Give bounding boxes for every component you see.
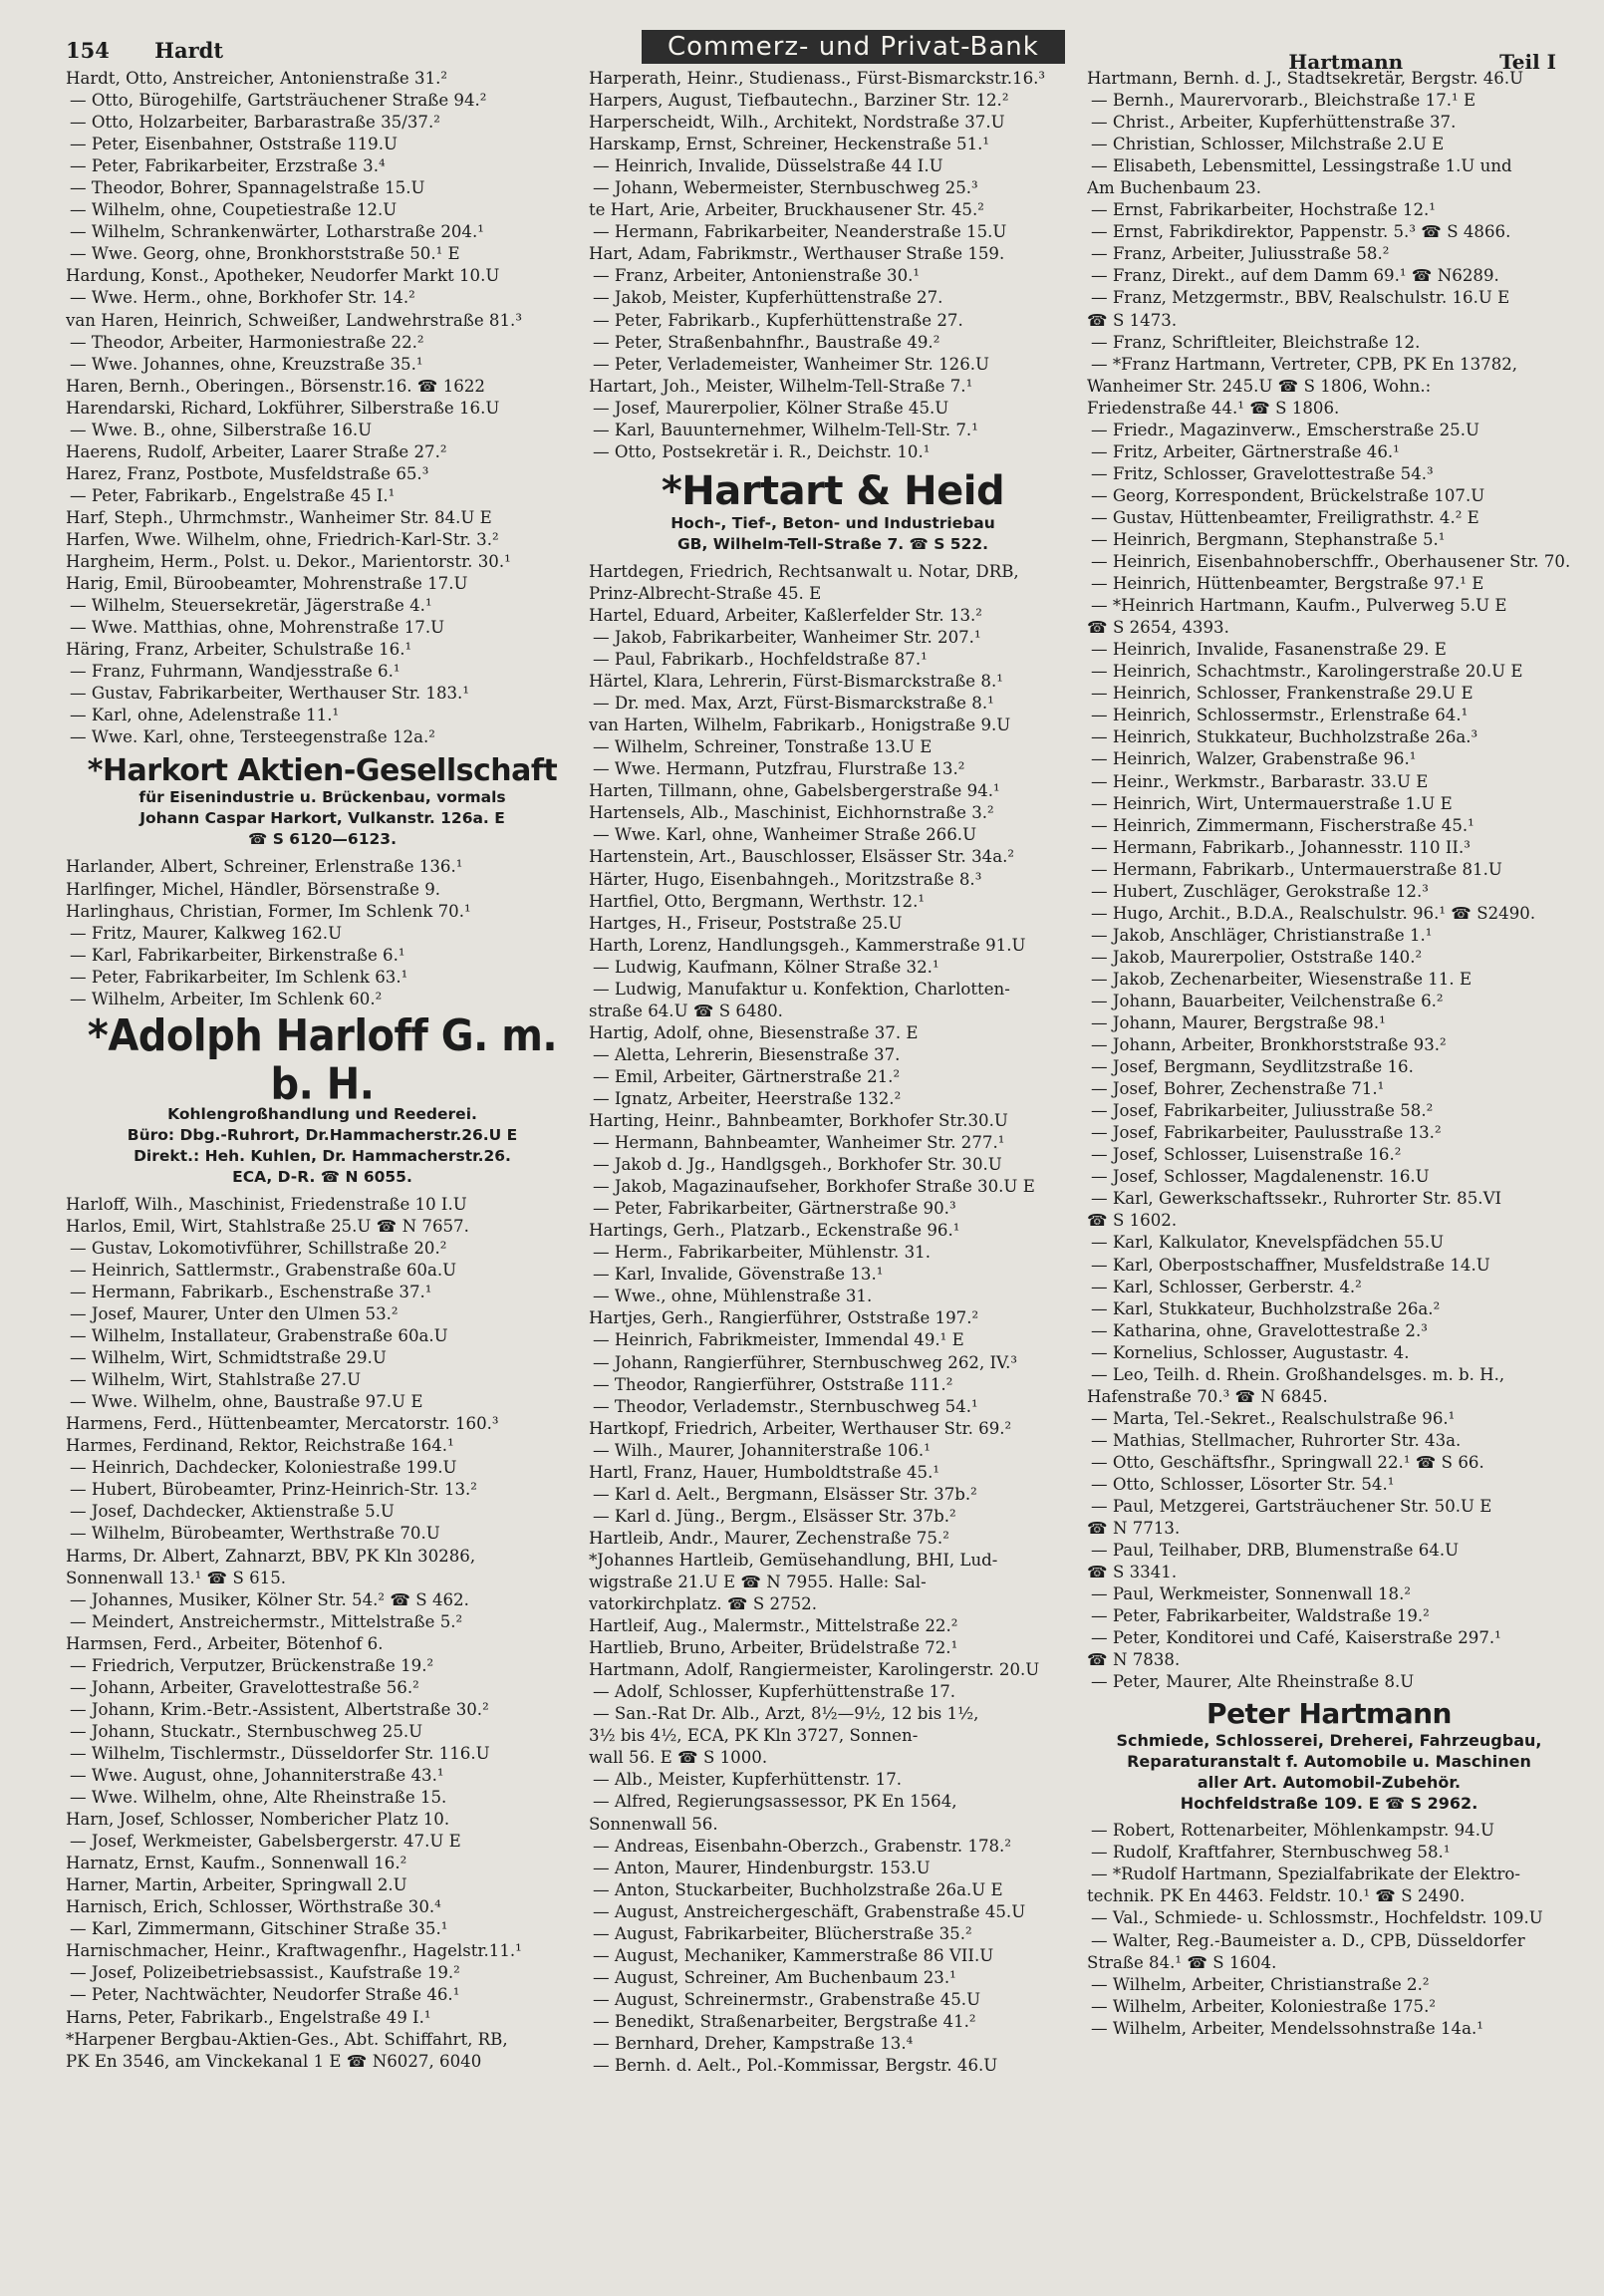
directory-entry: Hardung, Konst., Apotheker, Neudorfer Markt 10.U (66, 266, 500, 286)
directory-entry: — Jakob, Fabrikarbeiter, Wanheimer Str. 207.¹ (593, 627, 981, 647)
directory-entry: — Wilhelm, Wirt, Stahlstraße 27.U (70, 1370, 362, 1390)
directory-entry: ☎ N 7838. (1087, 1650, 1181, 1670)
directory-entry: wigstraße 21.U E ☎ N 7955. Halle: Sal- (589, 1573, 927, 1591)
directory-entry: *Johannes Hartleib, Gemüsehandlung, BHI, Lud- (589, 1550, 998, 1570)
directory-entry: — Peter, Fabrikarbeiter, Waldstraße 19.² (1091, 1606, 1430, 1626)
ad-text-line: GB, Wilhelm-Tell-Straße 7. ☎ S 522. (676, 534, 989, 553)
directory-entry: — *Franz Hartmann, Vertreter, CPB, PK En 13782, (1091, 354, 1518, 374)
directory-entry: — Peter, Fabrikarbeiter, Erzstraße 3.⁴ (70, 156, 386, 176)
directory-entry: ☎ N 7713. (1087, 1519, 1181, 1539)
directory-entry: — Peter, Straßenbahnfhr., Baustraße 49.² (593, 332, 940, 352)
directory-entry: — Wilhelm, ohne, Coupetiestraße 12.U (70, 200, 398, 220)
directory-entry: — Otto, Postsekretär i. R., Deichstr. 10.¹ (593, 441, 931, 461)
directory-entry: — Karl, Bauunternehmer, Wilhelm-Tell-Str. 7.¹ (593, 420, 978, 439)
directory-entry: Hartart, Joh., Meister, Wilhelm-Tell-Straße 7.¹ (589, 376, 973, 396)
directory-entry: — August, Anstreichergeschäft, Grabenstraße 45.U (593, 1901, 1026, 1921)
directory-entry: — Wwe. Karl, ohne, Wanheimer Straße 266.U (593, 825, 977, 845)
directory-entry: — Karl, ohne, Adelenstraße 11.¹ (70, 706, 340, 725)
page-number: 154 (66, 38, 110, 63)
directory-entry: — Ernst, Fabrikarbeiter, Hochstraße 12.¹ (1091, 200, 1436, 220)
directory-entry: Harlos, Emil, Wirt, Stahlstraße 25.U ☎ N 7657. (66, 1216, 469, 1236)
directory-entry: Harperath, Heinr., Studienass., Fürst-Bismarckstr.16.³ (589, 69, 1046, 88)
directory-entry: — Johann, Arbeiter, Bronkhorststraße 93.² (1091, 1035, 1447, 1055)
directory-entry: Harth, Lorenz, Handlungsgeh., Kammerstraße 91.U (589, 935, 1026, 955)
ad-company-name: *Adolph Harloff G. m. b. H. (87, 1010, 558, 1110)
directory-entry: — Peter, Maurer, Alte Rheinstraße 8.U (1091, 1672, 1415, 1692)
directory-entry: — Friedr., Magazinverw., Emscherstraße 25.U (1091, 420, 1479, 439)
directory-entry: — Hubert, Bürobeamter, Prinz-Heinrich-Str. 13.² (70, 1480, 477, 1500)
directory-entry: — Heinrich, Fabrikmeister, Immendal 49.¹ E (593, 1330, 964, 1350)
directory-entry: — Otto, Holzarbeiter, Barbarastraße 35/37.² (70, 113, 440, 133)
directory-entry: ☎ S 1473. (1087, 310, 1178, 330)
directory-entry: Harloff, Wilh., Maschinist, Friedenstraße 10 I.U (66, 1194, 467, 1214)
directory-entry: — Gustav, Lokomotivführer, Schillstraße 20.² (70, 1238, 447, 1258)
directory-entry: — Wwe. August, ohne, Johanniterstraße 43.¹ (70, 1766, 444, 1785)
directory-entry: Harpers, August, Tiefbautechn., Barziner Str. 12.² (589, 91, 1009, 111)
directory-entry: — Ludwig, Manufaktur u. Konfektion, Charlotten- (593, 979, 1010, 999)
directory-entry: — Josef, Werkmeister, Gabelsbergerstr. 47.U E (70, 1832, 461, 1852)
directory-entry: van Haren, Heinrich, Schweißer, Landwehrstraße 81.³ (66, 310, 522, 330)
ad-text-line: Hoch-, Tief-, Beton- und Industriebau (670, 513, 995, 532)
directory-entry: te Hart, Arie, Arbeiter, Bruckhausener Str. 45.² (589, 200, 984, 220)
page-header (66, 22, 1556, 74)
directory-entry: — Jakob d. Jg., Handlgsgeh., Borkhofer Str. 30.U (593, 1155, 1002, 1175)
directory-entry: — Paul, Fabrikarb., Hochfeldstraße 87.¹ (593, 650, 928, 670)
directory-entry: straße 64.U ☎ S 6480. (589, 1001, 783, 1020)
directory-entry: — Heinrich, Invalide, Fasanenstraße 29. E (1091, 640, 1447, 660)
directory-entry: — Wilhelm, Wirt, Schmidtstraße 29.U (70, 1348, 387, 1368)
directory-entry: Hafenstraße 70.³ ☎ N 6845. (1087, 1386, 1328, 1406)
directory-entry: — Peter, Fabrikarb., Engelstraße 45 I.¹ (70, 485, 396, 505)
directory-entry: Haren, Bernh., Oberingen., Börsenstr.16. ☎ 1622 (66, 376, 485, 396)
directory-entry: Hartges, H., Friseur, Poststraße 25.U (589, 913, 903, 933)
directory-entry: — Theodor, Verlademstr., Sternbuschweg 54.¹ (593, 1396, 978, 1416)
directory-entry: Hardt, Otto, Anstreicher, Antonienstraße 31.² (66, 69, 448, 88)
directory-entry: — Johannes, Musiker, Kölner Str. 54.² ☎ S 462. (70, 1589, 469, 1609)
directory-entry: — Alfred, Regierungsassessor, PK En 1564, (593, 1792, 957, 1812)
column-3 (1087, 68, 1571, 2077)
directory-entry: — Walter, Reg.-Baumeister a. D., CPB, Düsseldorfer (1091, 1930, 1525, 1950)
directory-entry: Harig, Emil, Büroobeamter, Mohrenstraße 17.U (66, 574, 468, 594)
directory-entry: — Wilhelm, Arbeiter, Koloniestraße 175.² (1091, 1996, 1436, 2016)
directory-entry: Harskamp, Ernst, Schreiner, Heckenstraße 51.¹ (589, 135, 990, 154)
directory-entry: — Theodor, Rangierführer, Oststraße 111.² (593, 1374, 953, 1394)
advertisement (66, 754, 579, 850)
directory-entry: ☎ S 2654, 4393. (1087, 618, 1229, 638)
directory-entry: — Karl, Invalide, Gövenstraße 13.¹ (593, 1265, 884, 1285)
directory-entry: — Wwe., ohne, Mühlenstraße 31. (593, 1287, 873, 1306)
directory-entry: — Ludwig, Kaufmann, Kölner Straße 32.¹ (593, 957, 939, 977)
directory-entry: vatorkirchplatz. ☎ S 2752. (589, 1594, 818, 1614)
directory-entry: Hartel, Eduard, Arbeiter, Kaßlerfelder Str. 13.² (589, 605, 982, 625)
directory-entry: — Karl, Zimmermann, Gitschiner Straße 35.¹ (70, 1919, 448, 1939)
directory-entry: Wanheimer Str. 245.U ☎ S 1806, Wohn.: (1087, 376, 1432, 396)
directory-entry: — Peter, Fabrikarbeiter, Im Schlenk 63.¹ (70, 967, 408, 987)
directory-entry: — Heinrich, Schlosser, Frankenstraße 29.U E (1091, 684, 1473, 704)
directory-entry: Hartleib, Andr., Maurer, Zechenstraße 75.² (589, 1528, 949, 1548)
directory-entry: — Fritz, Arbeiter, Gärtnerstraße 46.¹ (1091, 441, 1400, 461)
directory-entry: Hartings, Gerh., Platzarb., Eckenstraße 96.¹ (589, 1221, 960, 1241)
directory-entry: Prinz-Albrecht-Straße 45. E (589, 583, 822, 603)
ad-text-line: Büro: Dbg.-Ruhrort, Dr.Hammacherstr.26.U E (127, 1125, 518, 1144)
left-running-head (66, 22, 604, 63)
directory-entry: — Josef, Maurerpolier, Kölner Straße 45.U (593, 398, 949, 418)
advertisement (1087, 1699, 1571, 1814)
directory-entry: — Paul, Metzgerei, Gartsträuchener Str. 50.U E (1091, 1497, 1492, 1517)
directory-entry: — Hermann, Fabrikarb., Eschenstraße 37.¹ (70, 1282, 432, 1301)
directory-entry: ☎ S 3341. (1087, 1563, 1178, 1582)
directory-entry: — Wilhelm, Schrankenwärter, Lotharstraße 204.¹ (70, 222, 484, 242)
directory-entry: — August, Mechaniker, Kammerstraße 86 VII.U (593, 1945, 994, 1965)
directory-entry: — Wwe. Wilhelm, ohne, Alte Rheinstraße 15. (70, 1788, 447, 1808)
directory-entry: Straße 84.¹ ☎ S 1604. (1087, 1952, 1277, 1972)
directory-entry: — Paul, Teilhaber, DRB, Blumenstraße 64.U (1091, 1541, 1460, 1561)
columns (66, 68, 1571, 2077)
directory-entry: Friedenstraße 44.¹ ☎ S 1806. (1087, 398, 1340, 418)
directory-entry: — Heinrich, Sattlermstr., Grabenstraße 60a.U (70, 1260, 457, 1280)
running-head-last-name: Hartmann (1288, 50, 1404, 74)
advertisement (589, 469, 1077, 555)
directory-entry: Hartjes, Gerh., Rangierführer, Oststraße 197.² (589, 1308, 979, 1328)
directory-entry: — Jakob, Zechenarbeiter, Wiesenstraße 11. E (1091, 969, 1472, 989)
ad-text-line: ECA, D-R. ☎ N 6055. (232, 1167, 412, 1186)
directory-entry: — Franz, Metzgermstr., BBV, Realschulstr. 16.U E (1091, 288, 1510, 308)
directory-entry: — Wwe. Karl, ohne, Tersteegenstraße 12a.² (70, 727, 435, 747)
directory-entry: PK En 3546, am Vinckekanal 1 E ☎ N6027, 6040 (66, 2051, 482, 2071)
directory-entry: — Wilhelm, Schreiner, Tonstraße 13.U E (593, 737, 933, 757)
ad-text-line: Hochfeldstraße 109. E ☎ S 2962. (1180, 1794, 1478, 1814)
directory-entry: — Johann, Krim.-Betr.-Assistent, Albertstraße 30.² (70, 1699, 489, 1719)
directory-entry: — Jakob, Anschläger, Christianstraße 1.¹ (1091, 925, 1433, 945)
directory-entry: *Harpener Bergbau-Aktien-Ges., Abt. Schiffahrt, RB, (66, 2029, 508, 2049)
directory-entry: Harnatz, Ernst, Kaufm., Sonnenwall 16.² (66, 1854, 407, 1873)
directory-entry: — Josef, Fabrikarbeiter, Paulusstraße 13.² (1091, 1123, 1442, 1143)
directory-entry: — Jakob, Maurerpolier, Oststraße 140.² (1091, 947, 1423, 967)
directory-entry: — Katharina, ohne, Gravelottestraße 2.³ (1091, 1320, 1428, 1340)
directory-entry: — Josef, Bergmann, Seydlitzstraße 16. (1091, 1057, 1414, 1077)
directory-entry: — Otto, Bürogehilfe, Gartsträuchener Straße 94.² (70, 91, 487, 111)
directory-entry: — Johann, Arbeiter, Gravelottestraße 56.² (70, 1677, 419, 1697)
directory-entry: Harlander, Albert, Schreiner, Erlenstraße 136.¹ (66, 857, 463, 877)
directory-entry: — Wilhelm, Tischlermstr., Düsseldorfer Str. 116.U (70, 1743, 490, 1763)
directory-entry: — Gustav, Hüttenbeamter, Freiligrathstr. 4.² E (1091, 507, 1479, 527)
directory-entry: — Friedrich, Verputzer, Brückenstraße 19.² (70, 1655, 434, 1675)
directory-entry: — Elisabeth, Lebensmittel, Lessingstraße 1.U und (1091, 156, 1512, 176)
directory-entry: — Georg, Korrespondent, Brückelstraße 107.U (1091, 485, 1485, 505)
directory-entry: — Theodor, Arbeiter, Harmoniestraße 22.² (70, 332, 424, 352)
directory-entry: — Josef, Fabrikarbeiter, Juliusstraße 58.² (1091, 1101, 1434, 1121)
directory-entry: Hargheim, Herm., Polst. u. Dekor., Marientorstr. 30.¹ (66, 552, 511, 572)
directory-entry: — Heinrich, Eisenbahnoberschffr., Oberhausener Str. 70. (1091, 552, 1571, 572)
directory-entry: — Wilhelm, Arbeiter, Im Schlenk 60.² (70, 989, 383, 1008)
directory-entry: Hartlieb, Bruno, Arbeiter, Brüdelstraße 72.¹ (589, 1638, 958, 1658)
directory-entry: — Heinrich, Stukkateur, Buchholzstraße 26a.³ (1091, 727, 1478, 747)
directory-entry: — Rudolf, Kraftfahrer, Sternbuschweg 58.¹ (1091, 1843, 1451, 1863)
directory-entry: — Adolf, Schlosser, Kupferhüttenstraße 17. (593, 1682, 956, 1702)
column-1 (66, 68, 579, 2077)
directory-entry: — Bernh., Maurervorarb., Bleichstraße 17.¹ E (1091, 91, 1476, 111)
directory-entry: — Wwe. Wilhelm, ohne, Baustraße 97.U E (70, 1392, 423, 1412)
bank-banner: Commerz- und Privat-Bank (642, 30, 1065, 64)
directory-entry: Harn, Josef, Schlosser, Nombericher Platz 10. (66, 1810, 450, 1830)
directory-entry: — Bernhard, Dreher, Kampstraße 13.⁴ (593, 2033, 914, 2053)
directory-entry: — Hubert, Zuschläger, Gerokstraße 12.³ (1091, 881, 1429, 901)
directory-entry: — *Heinrich Hartmann, Kaufm., Pulverweg 5.U E (1091, 596, 1507, 616)
directory-entry: — Johann, Bauarbeiter, Veilchenstraße 6.² (1091, 991, 1444, 1010)
directory-entry: Hartdegen, Friedrich, Rechtsanwalt u. Notar, DRB, (589, 561, 1019, 581)
directory-entry: — Wwe. Matthias, ohne, Mohrenstraße 17.U (70, 618, 445, 638)
column-2 (589, 68, 1077, 2077)
directory-entry: — Fritz, Maurer, Kalkweg 162.U (70, 923, 343, 943)
directory-entry: — Anton, Maurer, Hindenburgstr. 153.U (593, 1858, 931, 1877)
directory-entry: — Josef, Polizeibetriebsassist., Kaufstraße 19.² (70, 1963, 460, 1983)
directory-entry: Hartensels, Alb., Maschinist, Eichhornstraße 3.² (589, 803, 994, 823)
directory-entry: Hartfiel, Otto, Bergmann, Werthstr. 12.¹ (589, 891, 926, 911)
directory-entry: — Franz, Schriftleiter, Bleichstraße 12. (1091, 332, 1421, 352)
directory-entry: — Wilhelm, Steuersekretär, Jägerstraße 4.¹ (70, 596, 432, 616)
directory-entry: — Andreas, Eisenbahn-Oberzch., Grabenstr. 178.² (593, 1836, 1011, 1856)
directory-entry: Harnisch, Erich, Schlosser, Wörthstraße 30.⁴ (66, 1897, 441, 1917)
directory-entry: — *Rudolf Hartmann, Spezialfabrikate der Elektro- (1091, 1865, 1521, 1884)
directory-entry: Harns, Peter, Fabrikarb., Engelstraße 49 I.¹ (66, 2007, 431, 2027)
directory-entry: — Marta, Tel.-Sekret., Realschulstraße 96.¹ (1091, 1408, 1456, 1428)
directory-entry: — Karl d. Aelt., Bergmann, Elsässer Str. 37b.² (593, 1484, 977, 1504)
directory-entry: — Heinrich, Schachtmstr., Karolingerstraße 20.U E (1091, 662, 1523, 682)
directory-entry: — August, Fabrikarbeiter, Blücherstraße 35.² (593, 1923, 972, 1943)
directory-entry: — Peter, Fabrikarb., Kupferhüttenstraße 27. (593, 310, 963, 330)
directory-entry: Hartig, Adolf, ohne, Biesenstraße 37. E (589, 1022, 919, 1042)
advertisement (66, 1010, 579, 1188)
directory-entry: — Karl, Fabrikarbeiter, Birkenstraße 6.¹ (70, 945, 405, 965)
directory-entry: — Franz, Direkt., auf dem Damm 69.¹ ☎ N6289. (1091, 266, 1499, 286)
directory-entry: — Karl, Kalkulator, Knevelspfädchen 55.U (1091, 1233, 1445, 1253)
directory-entry: Harf, Steph., Uhrmchmstr., Wanheimer Str. 84.U E (66, 507, 492, 527)
directory-entry: — Otto, Geschäftsfhr., Springwall 22.¹ ☎ S 66. (1091, 1452, 1484, 1472)
directory-entry: — Meindert, Anstreichermstr., Mittelstraße 5.² (70, 1611, 463, 1631)
ad-text-line: aller Art. Automobil-Zubehör. (1197, 1773, 1462, 1793)
directory-entry: Harnischmacher, Heinr., Kraftwagenfhr., Hagelstr.11.¹ (66, 1941, 522, 1961)
directory-entry: — Franz, Fuhrmann, Wandjesstraße 6.¹ (70, 662, 401, 682)
directory-entry: — Wilhelm, Installateur, Grabenstraße 60a.U (70, 1326, 448, 1346)
directory-entry: — Christian, Schlosser, Milchstraße 2.U E (1091, 135, 1445, 154)
directory-entry: — Anton, Stuckarbeiter, Buchholzstraße 26a.U E (593, 1879, 1003, 1899)
ad-company-name: Peter Hartmann (1206, 1697, 1452, 1731)
directory-entry: — Bernh. d. Aelt., Pol.-Kommissar, Bergstr. 46.U (593, 2056, 998, 2076)
directory-entry: — Peter, Eisenbahner, Oststraße 119.U (70, 135, 398, 154)
directory-entry: Am Buchenbaum 23. (1087, 178, 1261, 198)
directory-entry: van Harten, Wilhelm, Fabrikarb., Honigstraße 9.U (589, 716, 1011, 735)
ad-company-name: *Harkort Aktien-Gesellschaft (87, 753, 558, 789)
directory-entry: Harlfinger, Michel, Händler, Börsenstraße 9. (66, 879, 441, 899)
ad-text-line: Kohlengroßhandlung und Reederei. (167, 1104, 477, 1123)
ad-text-line: ☎ S 6120—6123. (248, 830, 397, 849)
ad-text-line: Schmiede, Schlosserei, Dreherei, Fahrzeugbau, (1116, 1731, 1542, 1751)
directory-entry: — Johann, Maurer, Bergstraße 98.¹ (1091, 1013, 1386, 1033)
directory-entry: — Heinrich, Wirt, Untermauerstraße 1.U E (1091, 793, 1453, 813)
directory-entry: — August, Schreiner, Am Buchenbaum 23.¹ (593, 1967, 956, 1987)
directory-entry: — Heinrich, Walzer, Grabenstraße 96.¹ (1091, 749, 1417, 769)
directory-entry: — Josef, Maurer, Unter den Ulmen 53.² (70, 1304, 399, 1324)
directory-entry: — Karl, Gewerkschaftssekr., Ruhrorter Str. 85.VI (1091, 1189, 1502, 1209)
directory-entry: Harez, Franz, Postbote, Musfeldstraße 65.³ (66, 463, 429, 483)
directory-entry: — Heinrich, Invalide, Düsselstraße 44 I.U (593, 156, 943, 176)
directory-entry: Hartleif, Aug., Malermstr., Mittelstraße 22.² (589, 1616, 958, 1636)
directory-entry: Hartkopf, Friedrich, Arbeiter, Werthauser Str. 69.² (589, 1418, 1012, 1438)
directory-entry: — San.-Rat Dr. Alb., Arzt, 8½—9½, 12 bis 1½, (593, 1704, 979, 1724)
directory-entry: Harting, Heinr., Bahnbeamter, Borkhofer Str.30.U (589, 1111, 1008, 1131)
directory-entry: technik. PK En 4463. Feldstr. 10.¹ ☎ S 2490. (1087, 1886, 1466, 1906)
directory-entry: Harmsen, Ferd., Arbeiter, Bötenhof 6. (66, 1633, 384, 1653)
directory-entry: Hart, Adam, Fabrikmstr., Werthauser Straße 159. (589, 244, 1005, 264)
directory-entry: — Josef, Schlosser, Luisenstraße 16.² (1091, 1145, 1402, 1165)
directory-entry: — Wilhelm, Arbeiter, Christianstraße 2.² (1091, 1974, 1430, 1994)
directory-entry: ☎ S 1602. (1087, 1211, 1178, 1231)
directory-entry: Hartmann, Bernh. d. J., Stadtsekretär, Bergstr. 46.U (1087, 69, 1524, 88)
directory-entry: — Wilhelm, Bürobeamter, Werthstraße 70.U (70, 1524, 440, 1544)
directory-entry: Harten, Tillmann, ohne, Gabelsbergerstraße 94.¹ (589, 781, 1000, 801)
directory-entry: Harperscheidt, Wilh., Architekt, Nordstraße 37.U (589, 113, 1005, 133)
directory-entry: — Karl, Schlosser, Gerberstr. 4.² (1091, 1277, 1362, 1296)
directory-entry: — Kornelius, Schlosser, Augustastr. 4. (1091, 1342, 1410, 1362)
directory-entry: Harner, Martin, Arbeiter, Springwall 2.U (66, 1875, 407, 1895)
directory-entry: — Herm., Fabrikarbeiter, Mühlenstr. 31. (593, 1243, 931, 1263)
directory-entry: — Wwe. Herm., ohne, Borkhofer Str. 14.² (70, 288, 415, 308)
directory-entry: — Josef, Bohrer, Zechenstraße 71.¹ (1091, 1079, 1385, 1099)
directory-entry: — Hermann, Fabrikarb., Johannesstr. 110 II.³ (1091, 837, 1470, 857)
directory-entry: — Josef, Dachdecker, Aktienstraße 5.U (70, 1502, 395, 1522)
directory-entry: Hartmann, Adolf, Rangiermeister, Karolingerstr. 20.U (589, 1660, 1040, 1680)
directory-entry: — Wilhelm, Arbeiter, Mendelssohnstraße 14a.¹ (1091, 2018, 1483, 2038)
ad-text-line: Reparaturanstalt f. Automobile u. Maschinen (1127, 1752, 1531, 1772)
directory-entry: — Alb., Meister, Kupferhüttenstr. 17. (593, 1770, 903, 1790)
directory-entry: — Hermann, Fabrikarb., Untermauerstraße 81.U (1091, 859, 1502, 879)
directory-entry: — Leo, Teilh. d. Rhein. Großhandelsges. m. b. H., (1091, 1364, 1505, 1384)
directory-entry: — Benedikt, Straßenarbeiter, Bergstraße 41.² (593, 2011, 976, 2031)
directory-entry: Härtel, Klara, Lehrerin, Fürst-Bismarckstraße 8.¹ (589, 672, 1003, 692)
directory-entry: — Wwe. Hermann, Putzfrau, Flurstraße 13.² (593, 759, 965, 779)
ad-text-line: für Eisenindustrie u. Brückenbau, vormals (138, 788, 506, 807)
directory-entry: — Heinr., Werkmstr., Barbarastr. 33.U E (1091, 771, 1429, 791)
directory-entry: wall 56. E ☎ S 1000. (589, 1748, 768, 1768)
directory-entry: Haerens, Rudolf, Arbeiter, Laarer Straße 27.² (66, 441, 447, 461)
ad-text-line: Johann Caspar Harkort, Vulkanstr. 126a. E (139, 809, 505, 828)
running-head-first-name: Hardt (154, 38, 224, 63)
directory-entry: — Aletta, Lehrerin, Biesenstraße 37. (593, 1044, 901, 1064)
directory-entry: — Theodor, Bohrer, Spannagelstraße 15.U (70, 178, 425, 198)
directory-entry: — Dr. med. Max, Arzt, Fürst-Bismarckstraße 8.¹ (593, 694, 994, 714)
directory-entry: — Karl, Stukkateur, Buchholzstraße 26a.² (1091, 1298, 1441, 1318)
directory-entry: — Wwe. B., ohne, Silberstraße 16.U (70, 420, 373, 439)
directory-entry: — Heinrich, Bergmann, Stephanstraße 5.¹ (1091, 529, 1446, 549)
directory-entry: — Peter, Konditorei und Café, Kaiserstraße 297.¹ (1091, 1628, 1501, 1648)
directory-entry: — Robert, Rottenarbeiter, Möhlenkampstr. 94.U (1091, 1821, 1494, 1841)
directory-entry: — Ignatz, Arbeiter, Heerstraße 132.² (593, 1088, 902, 1108)
directory-entry: — Wwe. Georg, ohne, Bronkhorststraße 50.¹ E (70, 244, 460, 264)
directory-entry: — Val., Schmiede- u. Schlossmstr., Hochfeldstr. 109.U (1091, 1908, 1543, 1928)
directory-entry: Häring, Franz, Arbeiter, Schulstraße 16.¹ (66, 640, 412, 660)
ad-text-line: Direkt.: Heh. Kuhlen, Dr. Hammacherstr.26. (134, 1146, 511, 1165)
part-label: Teil I (1499, 50, 1556, 74)
directory-entry: — Gustav, Fabrikarbeiter, Werthauser Str. 183.¹ (70, 684, 469, 704)
directory-entry: — Hermann, Bahnbeamter, Wanheimer Str. 277.¹ (593, 1133, 1005, 1153)
directory-entry: Harmes, Ferdinand, Rektor, Reichstraße 164.¹ (66, 1436, 454, 1456)
directory-entry: — August, Schreinermstr., Grabenstraße 45.U (593, 1989, 981, 2009)
directory-entry: — Jakob, Meister, Kupferhüttenstraße 27. (593, 288, 943, 308)
directory-entry: — Franz, Arbeiter, Juliusstraße 58.² (1091, 244, 1390, 264)
directory-entry: — Wilh., Maurer, Johanniterstraße 106.¹ (593, 1440, 931, 1460)
directory-entry: Hartenstein, Art., Bauschlosser, Elsässer Str. 34a.² (589, 847, 1015, 867)
directory-entry: — Jakob, Magazinaufseher, Borkhofer Straße 30.U E (593, 1177, 1035, 1197)
directory-entry: — Peter, Nachtwächter, Neudorfer Straße 46.¹ (70, 1985, 460, 2005)
directory-entry: — Karl, Oberpostschaffner, Musfeldstraße 14.U (1091, 1255, 1490, 1275)
directory-entry: — Emil, Arbeiter, Gärtnerstraße 21.² (593, 1066, 901, 1086)
directory-entry: Harendarski, Richard, Lokführer, Silberstraße 16.U (66, 398, 500, 418)
directory-entry: 3½ bis 4½, ECA, PK Kln 3727, Sonnen- (589, 1726, 919, 1746)
directory-entry: — Hermann, Fabrikarbeiter, Neanderstraße 15.U (593, 222, 1007, 242)
directory-entry: — Franz, Arbeiter, Antonienstraße 30.¹ (593, 266, 921, 286)
directory-entry: — Wwe. Johannes, ohne, Kreuzstraße 35.¹ (70, 354, 423, 374)
directory-entry: — Josef, Schlosser, Magdalenenstr. 16.U (1091, 1167, 1430, 1187)
directory-entry: Sonnenwall 13.¹ ☎ S 615. (66, 1568, 287, 1587)
directory-entry: — Heinrich, Zimmermann, Fischerstraße 45.¹ (1091, 815, 1474, 835)
directory-entry: Harfen, Wwe. Wilhelm, ohne, Friedrich-Karl-Str. 3.² (66, 529, 499, 549)
directory-entry: — Peter, Verlademeister, Wanheimer Str. 126.U (593, 354, 990, 374)
directory-entry: Harmens, Ferd., Hüttenbeamter, Mercatorstr. 160.³ (66, 1414, 499, 1434)
directory-entry: — Heinrich, Dachdecker, Koloniestraße 199.U (70, 1458, 457, 1478)
directory-entry: — Christ., Arbeiter, Kupferhüttenstraße 37. (1091, 113, 1457, 133)
directory-entry: — Ernst, Fabrikdirektor, Pappenstr. 5.³ ☎ S 4866. (1091, 222, 1511, 242)
directory-entry: Harms, Dr. Albert, Zahnarzt, BBV, PK Kln 30286, (66, 1546, 476, 1566)
directory-entry: Sonnenwall 56. (589, 1814, 718, 1834)
directory-entry: — Peter, Fabrikarbeiter, Gärtnerstraße 90.³ (593, 1199, 956, 1219)
directory-entry: — Mathias, Stellmacher, Ruhrorter Str. 43a. (1091, 1430, 1462, 1450)
directory-entry: — Heinrich, Hüttenbeamter, Bergstraße 97.¹ E (1091, 574, 1484, 594)
directory-entry: — Johann, Webermeister, Sternbuschweg 25.³ (593, 178, 978, 198)
directory-entry: Harlinghaus, Christian, Former, Im Schlenk 70.¹ (66, 901, 471, 921)
directory-entry: — Otto, Schlosser, Lösorter Str. 54.¹ (1091, 1475, 1395, 1494)
directory-entry: Hartl, Franz, Hauer, Humboldtstraße 45.¹ (589, 1462, 940, 1482)
ad-company-name: *Hartart & Heid (661, 467, 1005, 514)
directory-entry: — Karl d. Jüng., Bergm., Elsässer Str. 37b.² (593, 1506, 956, 1526)
directory-entry: — Hugo, Archit., B.D.A., Realschulstr. 96.¹ ☎ S2490. (1091, 903, 1536, 923)
directory-entry: — Johann, Rangierführer, Sternbuschweg 262, IV.³ (593, 1352, 1018, 1372)
directory-entry: — Johann, Stuckatr., Sternbuschweg 25.U (70, 1721, 423, 1741)
right-running-head (1065, 22, 1556, 74)
directory-entry: — Paul, Werkmeister, Sonnenwall 18.² (1091, 1584, 1412, 1604)
directory-entry: — Fritz, Schlosser, Gravelottestraße 54.³ (1091, 463, 1434, 483)
directory-entry: Härter, Hugo, Eisenbahngeh., Moritzstraße 8.³ (589, 869, 982, 889)
directory-entry: — Heinrich, Schlossermstr., Erlenstraße 64.¹ (1091, 706, 1469, 725)
